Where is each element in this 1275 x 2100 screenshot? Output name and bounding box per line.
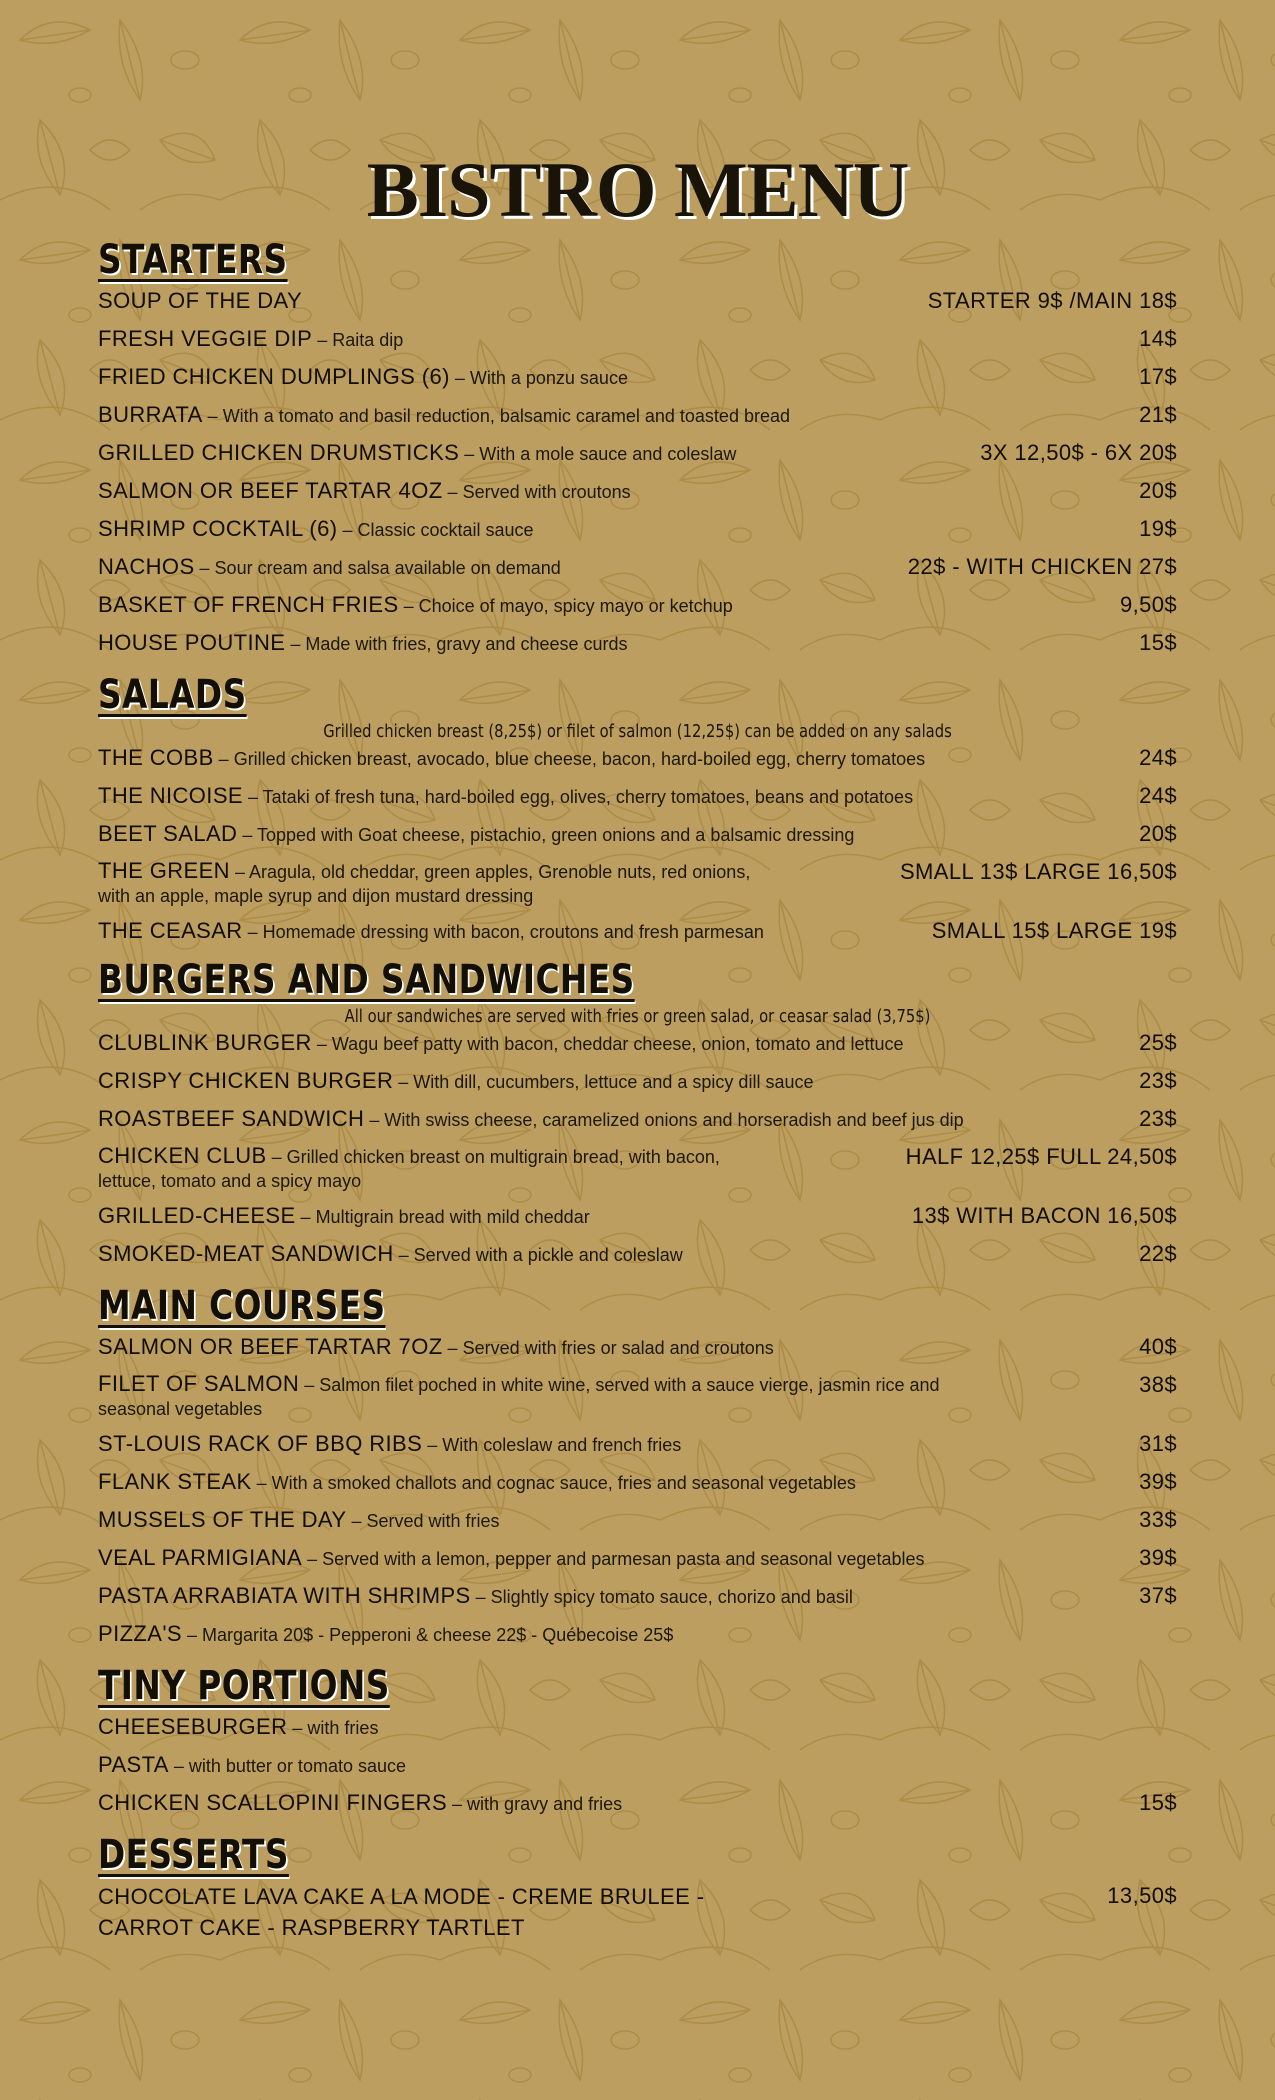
item-description: Aragula, old cheddar, green apples, Grenoble nuts, red onions, bbox=[248, 862, 751, 882]
item-name: SALMON OR BEEF TARTAR 4OZ bbox=[98, 478, 443, 503]
menu-item: FRESH VEGGIE DIP – Raita dip 14$ bbox=[98, 326, 1177, 351]
item-price: 23$ bbox=[1139, 1068, 1177, 1093]
item-description: Wagu beef patty with bacon, cheddar cheese, onion, tomato and lettuce bbox=[331, 1034, 904, 1054]
item-description: With a tomato and basil reduction, balsamic caramel and toasted bread bbox=[222, 406, 790, 426]
item-name: FRESH VEGGIE DIP bbox=[98, 326, 313, 351]
section-title-desserts: DESSERTS bbox=[98, 1832, 289, 1878]
menu-item: FRIED CHICKEN DUMPLINGS (6) – With a ponzu sauce 17$ bbox=[98, 364, 1177, 389]
starters-section bbox=[98, 236, 1177, 659]
item-description: With a smoked challots and cognac sauce, fries and seasonal vegetables bbox=[271, 1473, 856, 1493]
item-name: ST-LOUIS RACK OF BBQ RIBS bbox=[98, 1431, 423, 1456]
item-price: 14$ bbox=[1139, 326, 1177, 351]
menu-item: THE NICOISE – Tataki of fresh tuna, hard-boiled egg, olives, cherry tomatoes, beans and potatoes 24$ bbox=[98, 783, 1177, 808]
menu-item: SALMON OR BEEF TARTAR 4OZ – Served with croutons 20$ bbox=[98, 478, 1177, 503]
item-description: With coleslaw and french fries bbox=[442, 1435, 682, 1455]
menu-item: CHICKEN CLUB – Grilled chicken breast on multigrain bread, with bacon, lettuce, tomato and a spicy mayo HALF 12,25$ FULL 24,50$ bbox=[98, 1143, 1177, 1191]
item-description: Homemade dressing with bacon, croutons and fresh parmesan bbox=[262, 922, 764, 942]
menu-item: VEAL PARMIGIANA – Served with a lemon, pepper and parmesan pasta and seasonal vegetables 39$ bbox=[98, 1545, 1177, 1570]
salads-note: Grilled chicken breast (8,25$) or filet of salmon (12,25$) can be added on any salads bbox=[323, 721, 952, 742]
item-price: 3X 12,50$ - 6X 20$ bbox=[980, 440, 1177, 465]
item-name: BURRATA bbox=[98, 402, 203, 427]
item-description: With dill, cucumbers, lettuce and a spicy dill sauce bbox=[413, 1072, 814, 1092]
item-price: 15$ bbox=[1139, 1790, 1177, 1815]
section-title-starters: STARTERS bbox=[98, 237, 288, 283]
item-name: FILET OF SALMON bbox=[98, 1371, 300, 1396]
item-name: THE GREEN bbox=[98, 858, 230, 883]
desserts-section bbox=[98, 1831, 1177, 1945]
item-price: 17$ bbox=[1139, 364, 1177, 389]
menu-item: CHEESEBURGER – with fries bbox=[98, 1714, 379, 1739]
item-name: FRIED CHICKEN DUMPLINGS (6) bbox=[98, 364, 450, 389]
item-price: 15$ bbox=[1139, 630, 1177, 655]
item-name: CHICKEN CLUB bbox=[98, 1143, 267, 1168]
item-name: BEET SALAD bbox=[98, 821, 238, 846]
section-title-salads: SALADS bbox=[98, 672, 247, 718]
item-description: Multigrain bread with mild cheddar bbox=[315, 1207, 590, 1227]
item-price: 9,50$ bbox=[1119, 592, 1177, 617]
item-description: Margarita 20$ - Pepperoni & cheese 22$ - Québecoise 25$ bbox=[202, 1625, 674, 1645]
item-description: Grilled chicken breast, avocado, blue cheese, bacon, hard-boiled egg, cherry tomatoes bbox=[233, 749, 926, 769]
item-price: 24$ bbox=[1139, 745, 1177, 770]
item-name: HOUSE POUTINE bbox=[98, 630, 286, 655]
menu-title: BISTRO MENU bbox=[366, 146, 909, 233]
menu-item: PIZZA'S – Margarita 20$ - Pepperoni & cheese 22$ - Québecoise 25$ bbox=[98, 1621, 674, 1646]
menu-item: THE GREEN – Aragula, old cheddar, green apples, Grenoble nuts, red onions, with an apple, maple syrup and dijon mustard dressing SMALL 13$ LARGE 16,50$ bbox=[98, 858, 1177, 906]
item-description: Served with fries or salad and croutons bbox=[462, 1338, 774, 1358]
menu-item: CRISPY CHICKEN BURGER – With dill, cucumbers, lettuce and a spicy dill sauce 23$ bbox=[98, 1068, 1177, 1093]
item-name: CRISPY CHICKEN BURGER bbox=[98, 1068, 394, 1093]
item-name: CHICKEN SCALLOPINI FINGERS bbox=[98, 1790, 448, 1815]
menu-item: ROASTBEEF SANDWICH – With swiss cheese, caramelized onions and horseradish and beef jus dip 23$ bbox=[98, 1106, 1177, 1131]
item-name: THE NICOISE bbox=[98, 783, 243, 808]
menu-item: BURRATA – With a tomato and basil reduction, balsamic caramel and toasted bread 21$ bbox=[98, 402, 1177, 427]
item-price: 24$ bbox=[1139, 783, 1177, 808]
item-description: With a mole sauce and coleslaw bbox=[479, 444, 737, 464]
menu-item bbox=[98, 1883, 1177, 1945]
item-name: CLUBLINK BURGER bbox=[98, 1030, 312, 1055]
item-description: Served with fries bbox=[366, 1511, 500, 1531]
item-price: 39$ bbox=[1139, 1469, 1177, 1494]
item-description: Served with a pickle and coleslaw bbox=[413, 1245, 683, 1265]
section-title-main-courses: MAIN COURSES bbox=[98, 1283, 386, 1329]
item-name: BASKET OF FRENCH FRIES bbox=[98, 592, 399, 617]
menu-item: PASTA ARRABIATA WITH SHRIMPS – Slightly spicy tomato sauce, chorizo and basil 37$ bbox=[98, 1583, 1177, 1608]
item-name: MUSSELS OF THE DAY bbox=[98, 1507, 347, 1532]
item-price: 40$ bbox=[1139, 1334, 1177, 1359]
menu-item: THE CEASAR – Homemade dressing with bacon, croutons and fresh parmesan SMALL 15$ LARGE 19$ bbox=[98, 918, 1177, 943]
menu-item: THE COBB – Grilled chicken breast, avocado, blue cheese, bacon, hard-boiled egg, cherry tomatoes 24$ bbox=[98, 745, 1177, 770]
item-name: SHRIMP COCKTAIL (6) bbox=[98, 516, 338, 541]
item-name: CHOCOLATE LAVA CAKE A LA MODE - CREME BRULEE - bbox=[98, 1884, 705, 1909]
item-price: 31$ bbox=[1139, 1431, 1177, 1456]
item-price: HALF 12,25$ FULL 24,50$ bbox=[905, 1144, 1177, 1169]
item-price: 38$ bbox=[1139, 1372, 1177, 1397]
item-description: Served with a lemon, pepper and parmesan pasta and seasonal vegetables bbox=[322, 1549, 925, 1569]
item-name: PASTA ARRABIATA WITH SHRIMPS bbox=[98, 1583, 471, 1608]
item-price: 21$ bbox=[1139, 402, 1177, 427]
item-name: SMOKED-MEAT SANDWICH bbox=[98, 1241, 394, 1266]
item-description: with fries bbox=[307, 1718, 379, 1738]
menu-item: HOUSE POUTINE – Made with fries, gravy and cheese curds 15$ bbox=[98, 630, 1177, 655]
item-description: with gravy and fries bbox=[467, 1794, 623, 1814]
section-title-burgers: BURGERS AND SANDWICHES bbox=[98, 957, 635, 1003]
menu-item: PASTA – with butter or tomato sauce bbox=[98, 1752, 406, 1777]
menu-item: GRILLED-CHEESE – Multigrain bread with mild cheddar 13$ WITH BACON 16,50$ bbox=[98, 1203, 1177, 1228]
section-title-tiny-portions: TINY PORTIONS bbox=[98, 1663, 390, 1709]
item-price: 20$ bbox=[1139, 478, 1177, 503]
item-name: GRILLED-CHEESE bbox=[98, 1203, 296, 1228]
item-price: 13$ WITH BACON 16,50$ bbox=[911, 1203, 1177, 1228]
item-name: PIZZA'S bbox=[98, 1621, 183, 1646]
item-description: with butter or tomato sauce bbox=[188, 1756, 406, 1776]
burgers-section bbox=[98, 956, 1177, 1270]
item-description: Sour cream and salsa available on demand bbox=[214, 558, 561, 578]
item-price: 33$ bbox=[1139, 1507, 1177, 1532]
menu-item: NACHOS – Sour cream and salsa available on demand 22$ - WITH CHICKEN 27$ bbox=[98, 554, 1177, 579]
item-price: 13,50$ bbox=[1107, 1883, 1177, 1908]
item-description: Served with croutons bbox=[462, 482, 631, 502]
item-name: ROASTBEEF SANDWICH bbox=[98, 1106, 365, 1131]
salads-section bbox=[98, 671, 1177, 947]
item-description-continued: with an apple, maple syrup and dijon mustard dressing bbox=[98, 886, 534, 906]
item-description: Choice of mayo, spicy mayo or ketchup bbox=[418, 596, 733, 616]
item-price: 39$ bbox=[1139, 1545, 1177, 1570]
item-price: 37$ bbox=[1139, 1583, 1177, 1608]
item-name: SOUP OF THE DAY bbox=[98, 288, 303, 313]
item-name: THE CEASAR bbox=[98, 918, 243, 943]
item-description: Slightly spicy tomato sauce, chorizo and basil bbox=[490, 1587, 853, 1607]
burgers-note: All our sandwiches are served with fries or green salad, or ceasar salad (3,75$) bbox=[344, 1006, 931, 1027]
item-name: GRILLED CHICKEN DRUMSTICKS bbox=[98, 440, 460, 465]
item-name: FLANK STEAK bbox=[98, 1469, 252, 1494]
item-price: STARTER 9$ /MAIN 18$ bbox=[927, 288, 1177, 313]
menu-item: CLUBLINK BURGER – Wagu beef patty with bacon, cheddar cheese, onion, tomato and lettuce 25$ bbox=[98, 1030, 1177, 1055]
item-description: Tataki of fresh tuna, hard-boiled egg, olives, cherry tomatoes, beans and potatoes bbox=[262, 787, 914, 807]
item-name: CHEESEBURGER bbox=[98, 1714, 288, 1739]
menu-item: SALMON OR BEEF TARTAR 7OZ – Served with fries or salad and croutons 40$ bbox=[98, 1334, 1177, 1359]
item-description: Topped with Goat cheese, pistachio, green onions and a balsamic dressing bbox=[257, 825, 855, 845]
menu-item: BASKET OF FRENCH FRIES – Choice of mayo, spicy mayo or ketchup 9,50$ bbox=[98, 592, 1177, 617]
item-price: 22$ - WITH CHICKEN 27$ bbox=[907, 554, 1177, 579]
menu-item: BEET SALAD – Topped with Goat cheese, pistachio, green onions and a balsamic dressing 20$ bbox=[98, 821, 1177, 846]
item-price: 19$ bbox=[1139, 516, 1177, 541]
item-name: PASTA bbox=[98, 1752, 169, 1777]
menu-item: SHRIMP COCKTAIL (6) – Classic cocktail sauce 19$ bbox=[98, 516, 1177, 541]
item-price: SMALL 15$ LARGE 19$ bbox=[931, 918, 1177, 943]
menu-item: MUSSELS OF THE DAY – Served with fries 33$ bbox=[98, 1507, 1177, 1532]
menu-item: GRILLED CHICKEN DRUMSTICKS – With a mole sauce and coleslaw 3X 12,50$ - 6X 20$ bbox=[98, 440, 1177, 465]
item-price: 22$ bbox=[1139, 1241, 1177, 1266]
item-description: Made with fries, gravy and cheese curds bbox=[305, 634, 628, 654]
menu-item: ST-LOUIS RACK OF BBQ RIBS – With coleslaw and french fries 31$ bbox=[98, 1431, 1177, 1456]
item-name: VEAL PARMIGIANA bbox=[98, 1545, 303, 1570]
tiny-portions-section bbox=[98, 1662, 1177, 1819]
item-description: Salmon filet poched in white wine, served with a sauce vierge, jasmin rice and bbox=[319, 1375, 940, 1395]
menu-item: SMOKED-MEAT SANDWICH – Served with a pickle and coleslaw 22$ bbox=[98, 1241, 1177, 1266]
item-price: 25$ bbox=[1139, 1030, 1177, 1055]
menu-item: FLANK STEAK – With a smoked challots and cognac sauce, fries and seasonal vegetables 39$ bbox=[98, 1469, 1177, 1494]
item-description-continued: lettuce, tomato and a spicy mayo bbox=[98, 1171, 362, 1191]
item-description: Grilled chicken breast on multigrain bread, with bacon, bbox=[286, 1147, 720, 1167]
menu-item: FILET OF SALMON – Salmon filet poched in white wine, served with a sauce vierge, jasmin rice and seasonal vegetables 38$ bbox=[98, 1371, 1177, 1419]
menu-item: CHICKEN SCALLOPINI FINGERS – with gravy and fries 15$ bbox=[98, 1790, 1177, 1815]
item-name: SALMON OR BEEF TARTAR 7OZ bbox=[98, 1334, 443, 1359]
main-courses-section bbox=[98, 1282, 1177, 1650]
item-price: 20$ bbox=[1139, 821, 1177, 846]
item-name: NACHOS bbox=[98, 554, 195, 579]
item-description: Raita dip bbox=[332, 330, 404, 350]
item-description-continued: seasonal vegetables bbox=[98, 1399, 263, 1419]
item-description: With swiss cheese, caramelized onions and horseradish and beef jus dip bbox=[384, 1110, 964, 1130]
item-name: THE COBB bbox=[98, 745, 214, 770]
item-price: SMALL 13$ LARGE 16,50$ bbox=[899, 859, 1177, 884]
item-name-continued: CARROT CAKE - RASPBERRY TARTLET bbox=[98, 1915, 525, 1940]
item-description: Classic cocktail sauce bbox=[357, 520, 534, 540]
menu-item bbox=[98, 288, 1177, 317]
item-price: 23$ bbox=[1139, 1106, 1177, 1131]
item-description: With a ponzu sauce bbox=[469, 368, 628, 388]
